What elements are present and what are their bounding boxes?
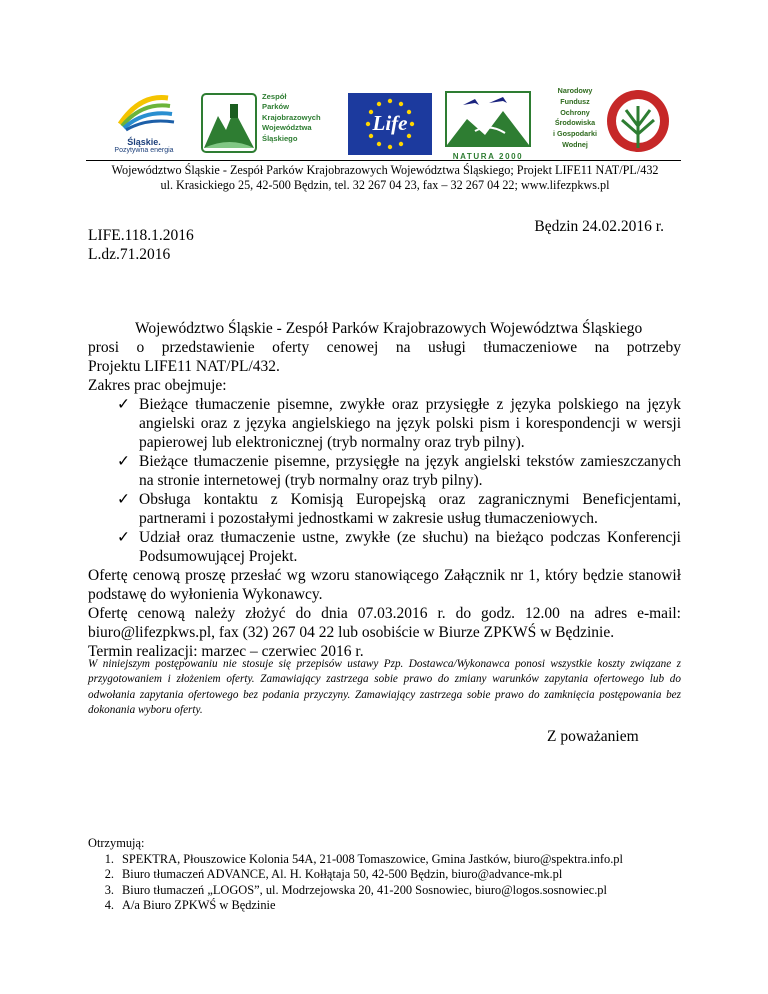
zpk-logo bbox=[200, 88, 330, 158]
scope-item-line: Bieżące tłumaczenie pisemne, przysięgłe na język angielski tekstów zamieszczanych bbox=[139, 453, 681, 470]
zpk-line: Zespół bbox=[262, 92, 287, 101]
recipient-number: 1. bbox=[104, 851, 114, 866]
intro-line-3: Projektu LIFE11 NAT/PL/432. bbox=[88, 358, 280, 375]
scope-title: Zakres prac obejmuje: bbox=[88, 377, 227, 394]
fund-logo-text bbox=[546, 86, 604, 151]
scope-item-line: Podsumowującej Projekt. bbox=[139, 548, 298, 565]
intro-line-2: prosi o przedstawienie oferty cenowej na usługi tłumaczeniowe na potrzeby bbox=[88, 339, 681, 356]
checkmark-icon: ✓ bbox=[117, 491, 130, 508]
offer-line-1: Ofertę cenową proszę przesłać wg wzoru stanowiącego Załącznik nr 1, który będzie stanowił bbox=[88, 567, 681, 584]
fund-line: Fundusz bbox=[560, 96, 590, 106]
zpk-line: Śląskiego bbox=[262, 133, 298, 143]
zpk-line: Parków bbox=[262, 102, 290, 112]
journal-number: L.dz.71.2016 bbox=[88, 246, 171, 263]
closing-salutation: Z poważaniem bbox=[547, 728, 639, 745]
offer-line-2: podstawę do wyłonienia Wykonawcy. bbox=[88, 586, 323, 603]
zpk-line: Krajobrazowych bbox=[262, 112, 321, 122]
fund-line: i Gospodarki bbox=[553, 129, 597, 139]
zpk-logo-text bbox=[262, 92, 321, 144]
life-eu-logo bbox=[348, 93, 432, 155]
scope-item bbox=[117, 452, 681, 490]
scope-list bbox=[117, 395, 681, 566]
nfosigw-logo bbox=[546, 86, 670, 158]
fund-line: Środowiska bbox=[554, 118, 596, 128]
scope-item-line: angielski oraz z języka angielskiego na język polski pism i korespondencji w wersji bbox=[139, 415, 681, 432]
checkmark-icon: ✓ bbox=[117, 396, 130, 413]
document-date: Będzin 24.02.2016 r. bbox=[534, 218, 664, 235]
slaskie-sun-icon bbox=[110, 88, 178, 132]
recipient-text: A/a Biuro ZPKWŚ w Będzinie bbox=[122, 898, 276, 913]
letterhead-line-1: Województwo Śląskie - Zespół Parków Krajobrazowych Województwa Śląskiego; Projekt LIFE11 NAT/PL/432 bbox=[111, 163, 659, 177]
reference-number: LIFE.118.1.2016 bbox=[88, 227, 194, 244]
scope-item-line: Bieżące tłumaczenie pisemne, zwykłe oraz przysięgłe z języka polskiego na język bbox=[139, 396, 681, 413]
recipient-number: 4. bbox=[104, 898, 114, 913]
recipient-number: 3. bbox=[104, 882, 114, 897]
recipient-item bbox=[100, 898, 623, 914]
offer-line-3: Ofertę cenową należy złożyć do dnia 07.03.2016 r. do godz. 12.00 na adres e-mail: bbox=[88, 605, 681, 622]
recipient-item bbox=[100, 883, 623, 899]
recipient-text: Biuro tłumaczeń „LOGOS”, ul. Modrzejowska 20, 41-200 Sosnowiec, biuro@logos.sosnowiec.pl bbox=[122, 882, 607, 897]
scope-item-line: Udział oraz tłumaczenie ustne, zwykłe (ze słuchu) na bieżąco podczas Konferencji bbox=[139, 529, 681, 546]
scope-item bbox=[117, 490, 681, 528]
slaskie-logo bbox=[110, 88, 178, 158]
header-divider bbox=[86, 160, 681, 161]
recipient-number: 2. bbox=[104, 867, 114, 882]
recipient-text: Biuro tłumaczeń ADVANCE, Al. H. Kołłątaja 50, 42-500 Będzin, biuro@advance-mk.pl bbox=[122, 867, 563, 882]
natura-birds-icon bbox=[445, 91, 531, 147]
recipient-text: SPEKTRA, Płouszowice Kolonia 54A, 21-008 Tomaszowice, Gmina Jastków, biuro@spektra.info.pl bbox=[122, 851, 623, 866]
zpk-landscape-icon bbox=[200, 92, 258, 154]
checkmark-icon: ✓ bbox=[117, 529, 130, 546]
recipient-item bbox=[100, 852, 623, 868]
zpk-line: Województwa bbox=[262, 123, 312, 133]
fund-line: Narodowy bbox=[557, 86, 593, 95]
fund-line: Ochrony bbox=[560, 107, 590, 117]
recipients-title: Otrzymują: bbox=[88, 836, 145, 850]
natura-2000-logo bbox=[445, 91, 531, 161]
life-logo-text: Life bbox=[372, 111, 408, 135]
scope-item-line: Obsługa kontaktu z Komisją Europejską oraz zagranicznymi Beneficjentami, bbox=[139, 491, 681, 508]
checkmark-icon: ✓ bbox=[117, 453, 130, 470]
intro-line-1: Województwo Śląskie - Zespół Parków Krajobrazowych Województwa Śląskiego bbox=[135, 320, 643, 337]
letterhead bbox=[80, 163, 690, 193]
disclaimer: W niniejszym postępowaniu nie stosuje się przepisów ustawy Pzp. Dostawca/Wykonawca ponosi wszystkie koszty związane z przygotowaniem i złożeniem oferty. Zamawiający zastrzega sobie prawo do zmiany warunków zapytania ofertowego lub do odwołania zapytania ofertowego bez podania przyczyny. Zamawiający zastrzega sobie prawo do zamknięcia postępowania bez dokonania wyboru oferty. bbox=[88, 658, 681, 717]
offer-line-5: Termin realizacji: marzec – czerwiec 2016 r. bbox=[88, 643, 364, 660]
natura-logo-text: NATURA 2000 bbox=[452, 152, 524, 161]
letterhead-line-2: ul. Krasickiego 25, 42-500 Będzin, tel. 32 267 04 23, fax – 32 267 04 22; www.lifezpkws.pl bbox=[160, 178, 610, 192]
scope-item-line: partnerami i pozostałymi jednostkami w zakresie usług tłumaczeniowych. bbox=[139, 510, 598, 527]
scope-item bbox=[117, 395, 681, 452]
recipient-item bbox=[100, 867, 623, 883]
scope-item-line: na stronie internetowej (tryb normalny oraz tryb pilny). bbox=[139, 472, 483, 489]
scope-item bbox=[117, 528, 681, 566]
fund-line: Wodnej bbox=[562, 139, 588, 149]
logo-row bbox=[110, 88, 670, 160]
scope-item-line: papierowej lub elektronicznej (tryb normalny oraz tryb pilny). bbox=[139, 434, 525, 451]
fund-emblem-icon bbox=[606, 86, 670, 156]
slaskie-logo-title: Śląskie. bbox=[127, 137, 161, 147]
offer-line-4: biuro@lifezpkws.pl, fax (32) 267 04 22 lub osobiście w Biurze ZPKWŚ w Będzinie. bbox=[88, 624, 615, 641]
slaskie-logo-tagline: Pozytywna energia bbox=[114, 147, 174, 154]
recipients-list bbox=[100, 852, 623, 914]
